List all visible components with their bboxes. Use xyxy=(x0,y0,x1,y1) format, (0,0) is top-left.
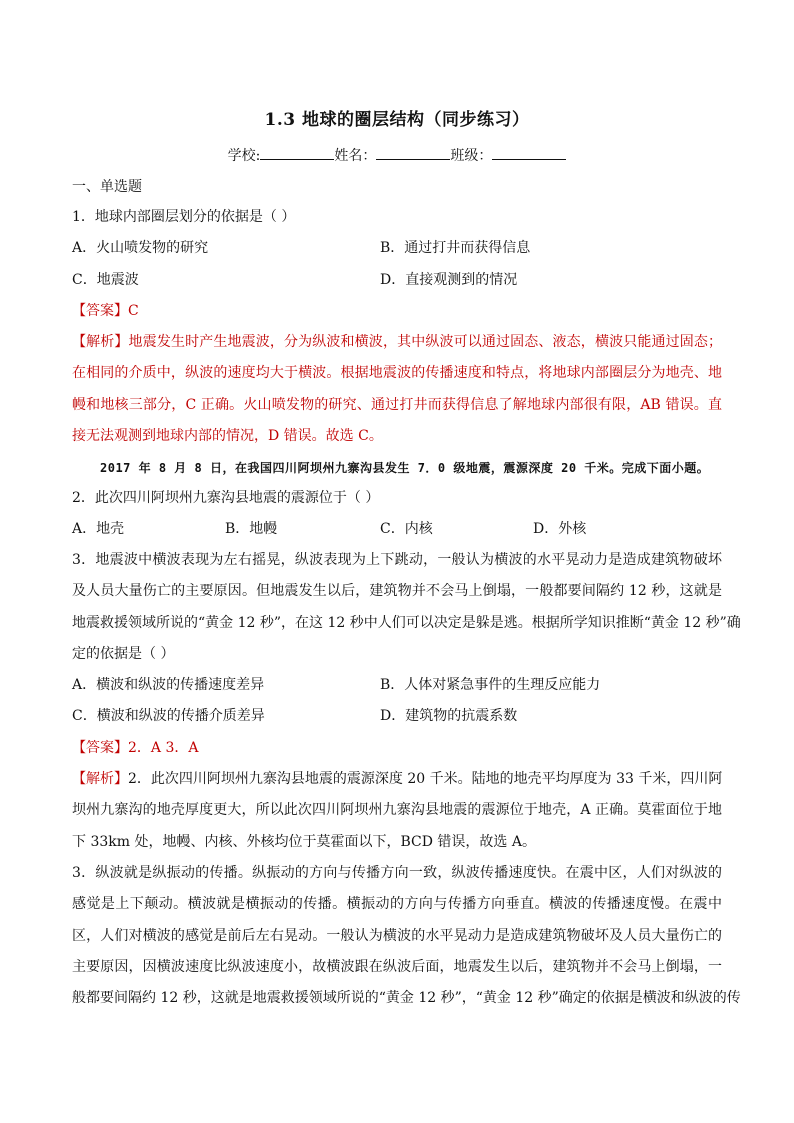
analysis-tag: 【解析】 xyxy=(72,771,128,787)
q2-option-d: D．外核 xyxy=(533,521,587,537)
analysis-tag: 【解析】 xyxy=(72,334,129,350)
section-heading: 一、单选题 xyxy=(72,179,142,195)
class-blank[interactable] xyxy=(492,147,566,160)
q2-analysis-line-1: 【解析】2．此次四川阿坝州九寨沟县地震的震源深度 20 千米。陆地的地壳平均厚度为 33 千米，四川阿 xyxy=(72,771,723,787)
q3-analysis-line-1: 3．纵波就是纵振动的传播。纵振动的方向与传播方向一致，纵波传播速度快。在震中区，人们对纵波的 xyxy=(72,865,722,881)
q1-analysis-line-3: 幔和地核三部分，C 正确。火山喷发物的研究、通过打井而获得信息了解地球内部很有限，AB 错误。直 xyxy=(72,397,722,413)
q1-option-d: D．直接观测到的情况 xyxy=(380,272,518,288)
q2-option-a: A．地壳 xyxy=(72,521,125,537)
student-info-line xyxy=(0,145,794,165)
question-3-stem-line-2: 及人员大量伤亡的主要原因。但地震发生以后，建筑物并不会马上倒塌，一般都要间隔约 12 秒，这就是 xyxy=(72,583,722,599)
q1-option-b: B．通过打井而获得信息 xyxy=(380,240,531,256)
q2-option-c: C．内核 xyxy=(380,521,433,537)
q3-option-c: C．横波和纵波的传播介质差异 xyxy=(72,708,265,724)
answer-tag: 【答案】 xyxy=(72,740,128,756)
q3-analysis-line-2: 感觉是上下颠动。横波就是横振动的传播。横振动的方向与传播方向垂直。横波的传播速度慢。在震中 xyxy=(72,896,722,912)
name-label: 姓名： xyxy=(334,148,377,164)
q2-option-b: B．地幔 xyxy=(225,521,278,537)
answer-tag: 【答案】 xyxy=(72,303,128,319)
q3-option-b: B．人体对紧急事件的生理反应能力 xyxy=(380,677,601,693)
q1-option-a: A．火山喷发物的研究 xyxy=(72,240,209,256)
q23-answer xyxy=(72,737,199,757)
q1-option-c: C．地震波 xyxy=(72,272,139,288)
q1-analysis-line-2: 在相同的介质中，纵波的速度均大于横波。根据地震波的传播速度和特点，将地球内部圈层分为地壳、地 xyxy=(72,365,722,381)
question-3-stem-line-3: 地震救援领域所说的“黄金 12 秒”，在这 12 秒中人们可以决定是躲是逃。根据所学知识推断“黄金 12 秒”确 xyxy=(72,615,741,631)
name-blank[interactable] xyxy=(376,147,450,160)
q1-answer xyxy=(72,300,139,320)
question-1-stem: 1．地球内部圈层划分的依据是（ ） xyxy=(72,209,296,225)
q3-option-d: D．建筑物的抗震系数 xyxy=(380,708,518,724)
class-label: 班级： xyxy=(450,148,493,164)
q3-analysis-line-3: 区，人们对横波的感觉是前后左右晃动。一般认为横波的水平晃动力是造成建筑物破坏及人员大量伤亡的 xyxy=(72,928,722,944)
question-3-stem-line-4: 定的依据是（ ） xyxy=(72,646,175,662)
q1-analysis-line-4: 接无法观测到地球内部的情况，D 错误。故选 C。 xyxy=(72,428,383,444)
school-label: 学校: xyxy=(227,148,261,164)
answer-value: C xyxy=(128,303,139,319)
page-title: 1.3 地球的圈层结构（同步练习） xyxy=(264,110,530,130)
question-2-stem: 2．此次四川阿坝州九寨沟县地震的震源位于（ ） xyxy=(72,490,380,506)
q2-analysis-line-2: 坝州九寨沟的地壳厚度更大，所以此次四川阿坝州九寨沟县地震的震源位于地壳，A 正确。莫霍面位于地 xyxy=(72,802,722,818)
material-text: 2017 年 8 月 8 日，在我国四川阿坝州九寨沟县发生 7．0 级地震，震源深度 20 千米。完成下面小题。 xyxy=(100,461,710,475)
question-3-stem-line-1: 3．地震波中横波表现为左右摇晃，纵波表现为上下跳动，一般认为横波的水平晃动力是造成建筑物破坏 xyxy=(72,552,722,568)
q3-analysis-line-4: 主要原因，因横波速度比纵波速度小，故横波跟在纵波后面，地震发生以后，建筑物并不会马上倒塌，一 xyxy=(72,959,722,975)
q1-analysis-line-1: 【解析】地震发生时产生地震波，分为纵波和横波，其中纵波可以通过固态、液态，横波只能通过固态； xyxy=(72,334,723,350)
answer-value: 2．A 3．A xyxy=(128,740,199,756)
q2-analysis-line-3: 下 33km 处，地幔、内核、外核均位于莫霍面以下，BCD 错误，故选 A。 xyxy=(72,834,536,850)
q3-option-a: A．横波和纵波的传播速度差异 xyxy=(72,677,265,693)
school-blank[interactable] xyxy=(260,147,334,160)
q3-analysis-line-5: 般都要间隔约 12 秒，这就是地震救援领域所说的“黄金 12 秒”，“黄金 12 秒”确定的依据是横波和纵波的传 xyxy=(72,990,741,1006)
